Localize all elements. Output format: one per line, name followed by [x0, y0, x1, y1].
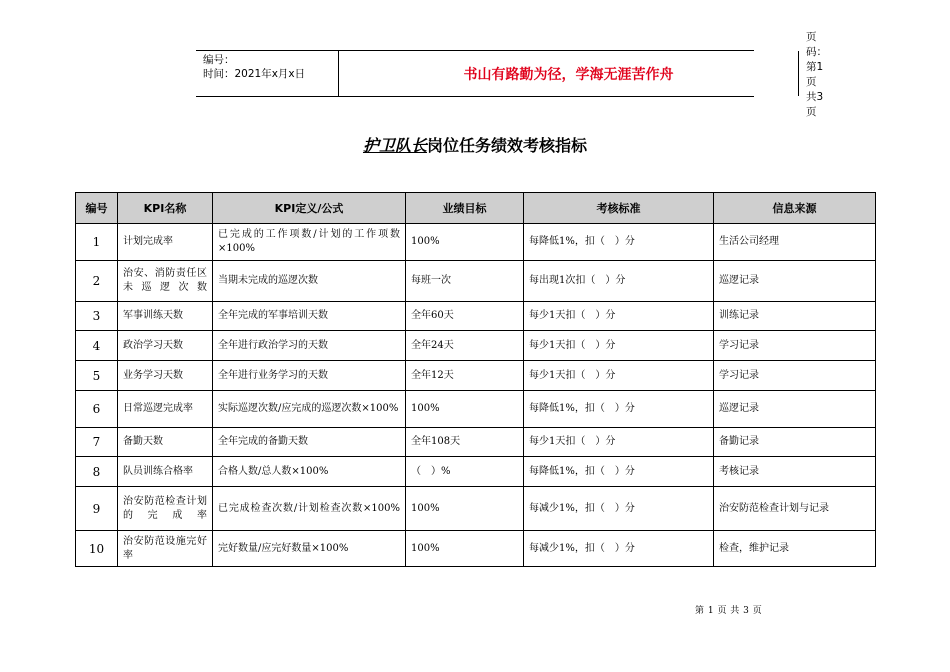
col-header-standard: 考核标准	[524, 193, 714, 224]
row-target: 每班一次	[406, 261, 524, 302]
row-no: 6	[76, 391, 118, 428]
header-page-info: 页码：第1页 共3页	[806, 30, 827, 118]
row-standard: 每降低1%，扣（ ）分	[524, 391, 714, 428]
row-no: 4	[76, 331, 118, 361]
row-definition: 完好数量/应完好数量×100%	[213, 531, 406, 567]
row-name: 治安防范设施完好率	[118, 531, 213, 567]
table-row	[76, 261, 876, 302]
table-row	[76, 487, 876, 531]
row-target: 100%	[406, 224, 524, 261]
row-source: 巡逻记录	[714, 261, 876, 302]
row-name: 治安防范检查计划的完成率	[118, 487, 213, 531]
row-name: 备勤天数	[118, 428, 213, 457]
col-header-no: 编号	[76, 193, 118, 224]
row-source: 巡逻记录	[714, 391, 876, 428]
row-no: 9	[76, 487, 118, 531]
row-standard: 每少1天扣（ ）分	[524, 331, 714, 361]
table-row	[76, 531, 876, 567]
row-target: （ ）%	[406, 457, 524, 487]
row-source: 生活公司经理	[714, 224, 876, 261]
row-no: 7	[76, 428, 118, 457]
row-source: 学习记录	[714, 361, 876, 391]
header-meta	[196, 51, 338, 96]
table-row	[76, 428, 876, 457]
row-definition: 合格人数/总人数×100%	[213, 457, 406, 487]
row-definition: 已完成的工作项数/计划的工作项数×100%	[213, 224, 406, 261]
row-definition: 实际巡逻次数/应完成的巡逻次数×100%	[213, 391, 406, 428]
row-standard: 每少1天扣（ ）分	[524, 428, 714, 457]
row-target: 100%	[406, 487, 524, 531]
row-name: 业务学习天数	[118, 361, 213, 391]
table-row	[76, 302, 876, 331]
page-header	[196, 30, 827, 118]
row-standard: 每少1天扣（ ）分	[524, 302, 714, 331]
row-name: 队员训练合格率	[118, 457, 213, 487]
page-footer: 第 1 页 共 3 页	[695, 606, 763, 616]
row-no: 3	[76, 302, 118, 331]
title-position: 护卫队长	[362, 136, 427, 155]
row-standard: 每降低1%，扣（ ）分	[524, 457, 714, 487]
row-no: 2	[76, 261, 118, 302]
row-name: 治安、消防责任区未巡逻次数	[118, 261, 213, 302]
row-standard: 每出现1次扣（ ）分	[524, 261, 714, 302]
number-label: 编号：	[203, 54, 235, 66]
row-definition: 当期未完成的巡逻次数	[213, 261, 406, 302]
col-header-source: 信息来源	[714, 193, 876, 224]
table-row	[76, 224, 876, 261]
header-motto: 书山有路勤为径，学海无涯苦作舟	[463, 66, 674, 83]
col-header-target: 业绩目标	[406, 193, 524, 224]
row-source: 学习记录	[714, 331, 876, 361]
time-label: 时间：2021年x月x日	[203, 68, 306, 80]
row-definition: 已完成检查次数/计划检查次数×100%	[213, 487, 406, 531]
row-no: 10	[76, 531, 118, 567]
row-standard: 每少1天扣（ ）分	[524, 361, 714, 391]
row-name: 日常巡逻完成率	[118, 391, 213, 428]
row-source: 备勤记录	[714, 428, 876, 457]
col-header-definition: KPI定义/公式	[213, 193, 406, 224]
row-target: 全年24天	[406, 331, 524, 361]
table-row	[76, 457, 876, 487]
row-target: 全年12天	[406, 361, 524, 391]
row-source: 治安防范检查计划与记录	[714, 487, 876, 531]
row-name: 计划完成率	[118, 224, 213, 261]
row-no: 1	[76, 224, 118, 261]
row-name: 政治学习天数	[118, 331, 213, 361]
row-target: 100%	[406, 391, 524, 428]
kpi-table	[75, 192, 876, 567]
row-standard: 每减少1%，扣（ ）分	[524, 487, 714, 531]
table-row	[76, 391, 876, 428]
row-definition: 全年进行业务学习的天数	[213, 361, 406, 391]
row-target: 100%	[406, 531, 524, 567]
table-row	[76, 331, 876, 361]
row-definition: 全年完成的备勤天数	[213, 428, 406, 457]
table-header-row	[76, 193, 876, 224]
row-target: 全年60天	[406, 302, 524, 331]
page-title	[0, 133, 950, 156]
row-target: 全年108天	[406, 428, 524, 457]
row-name: 军事训练天数	[118, 302, 213, 331]
row-source: 检查，维护记录	[714, 531, 876, 567]
row-source: 考核记录	[714, 457, 876, 487]
row-source: 训练记录	[714, 302, 876, 331]
title-rest: 岗位任务绩效考核指标	[427, 136, 588, 155]
table-row	[76, 361, 876, 391]
row-definition: 全年进行政治学习的天数	[213, 331, 406, 361]
header-motto-cell	[338, 51, 799, 96]
col-header-name: KPI名称	[118, 193, 213, 224]
row-no: 8	[76, 457, 118, 487]
row-standard: 每减少1%，扣（ ）分	[524, 531, 714, 567]
row-definition: 全年完成的军事培训天数	[213, 302, 406, 331]
row-no: 5	[76, 361, 118, 391]
row-standard: 每降低1%，扣（ ）分	[524, 224, 714, 261]
